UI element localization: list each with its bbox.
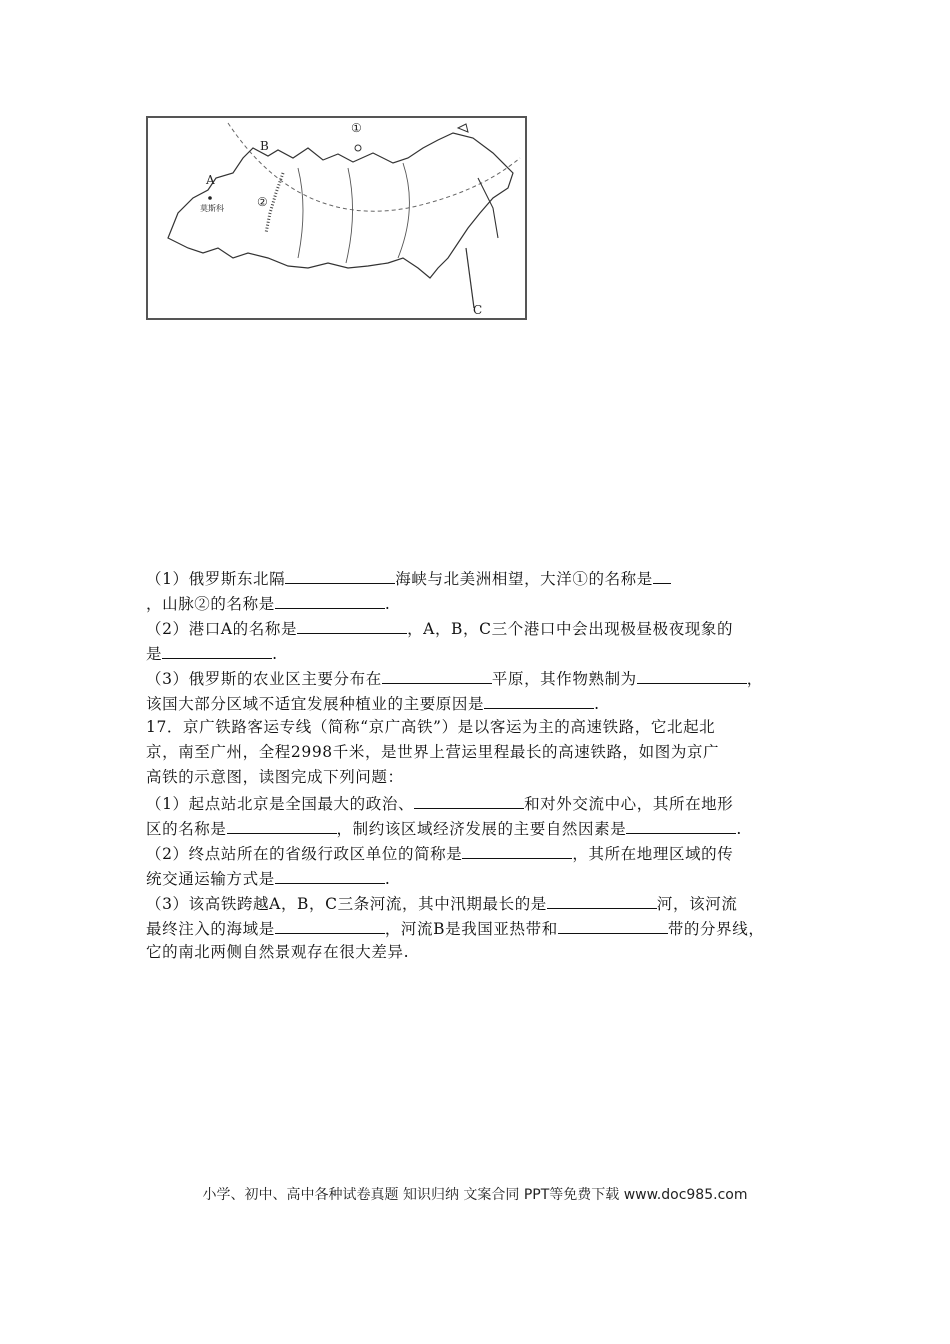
q17-line-6: 最终注入的海域是 ，河流B是我国亚热带和 带的分界线， [146,915,814,940]
q17-line-3: （2）终点站所在的省级行政区单位的简称是 ，其所在地理区域的传 [146,840,814,865]
answer-blank[interactable] [547,890,657,909]
arctic-circle-line [228,123,520,211]
answer-blank[interactable] [414,790,524,809]
wrangel-island [458,124,468,132]
q17-intro-2: 京，南至广州，全程2998千米，是世界上营运里程最长的高速铁路，如图为京广 [146,743,720,761]
answer-blank[interactable] [653,565,671,584]
q17-intro-3: 高铁的示意图，读图完成下列问题： [146,768,404,786]
answer-blank[interactable] [285,565,395,584]
answer-blank[interactable] [227,815,337,834]
label-ocean-1: ① [351,121,362,135]
footer-text: 小学、初中、高中各种试卷真题 知识归纳 文案合同 PPT等免费下载 www.doc985.com [202,1187,748,1203]
q17-line-4: 统交通运输方式是 . [146,865,814,890]
river-lena [398,163,409,258]
answer-blank[interactable] [626,815,736,834]
q16-line-3: （2）港口A的名称是 ，A，B，C三个港口中会出现极昼极夜现象的 [146,615,814,640]
answer-blank[interactable] [382,665,492,684]
russia-map [146,116,527,320]
moscow-dot [208,196,212,200]
answer-blank[interactable] [275,590,385,609]
label-b: B [260,139,269,153]
label-a: A [206,173,215,187]
answer-blank[interactable] [637,665,747,684]
label-c: C [473,303,483,317]
answer-blank[interactable] [275,865,385,884]
q17-line-2: 区的名称是 ，制约该区域经济发展的主要自然因素是 . [146,815,814,840]
q16-line-4: 是 . [146,640,814,665]
q16-line-5: （3）俄罗斯的农业区主要分布在 平原，其作物熟制为 ， [146,665,814,690]
question-content [146,565,814,965]
river-ob [298,168,303,258]
label-mountain-2: ② [257,195,268,209]
q17-intro-1: 17．京广铁路客运专线（简称“京广高铁”）是以客运为主的高速铁路，它北起北 [146,718,716,736]
q17-line-1: （1）起点站北京是全国最大的政治、 和对外交流中心，其所在地形 [146,790,814,815]
label-moscow: 莫斯科 [200,204,224,213]
answer-blank[interactable] [162,640,272,659]
q16-line-1: （1）俄罗斯东北隔 海峡与北美洲相望，大洋①的名称是 [146,565,814,590]
russia-map-drawing [148,118,525,318]
q16-line-2: ，山脉②的名称是 . [146,590,814,615]
answer-blank[interactable] [484,690,594,709]
answer-blank[interactable] [275,915,385,934]
answer-blank[interactable] [297,615,407,634]
ural-mountains [266,173,283,233]
island [355,145,361,151]
sakhalin-coast [466,248,474,308]
answer-blank[interactable] [462,840,572,859]
kamchatka [478,178,498,238]
q17-line-7: 它的南北两侧自然景观存在很大差异. [146,943,410,961]
q16-line-6: 该国大部分区域不适宜发展种植业的主要原因是 . [146,690,814,715]
answer-blank[interactable] [558,915,668,934]
river-yenisei [346,168,353,263]
q17-line-5: （3）该高铁跨越A，B，C三条河流，其中汛期最长的是 河，该河流 [146,890,814,915]
